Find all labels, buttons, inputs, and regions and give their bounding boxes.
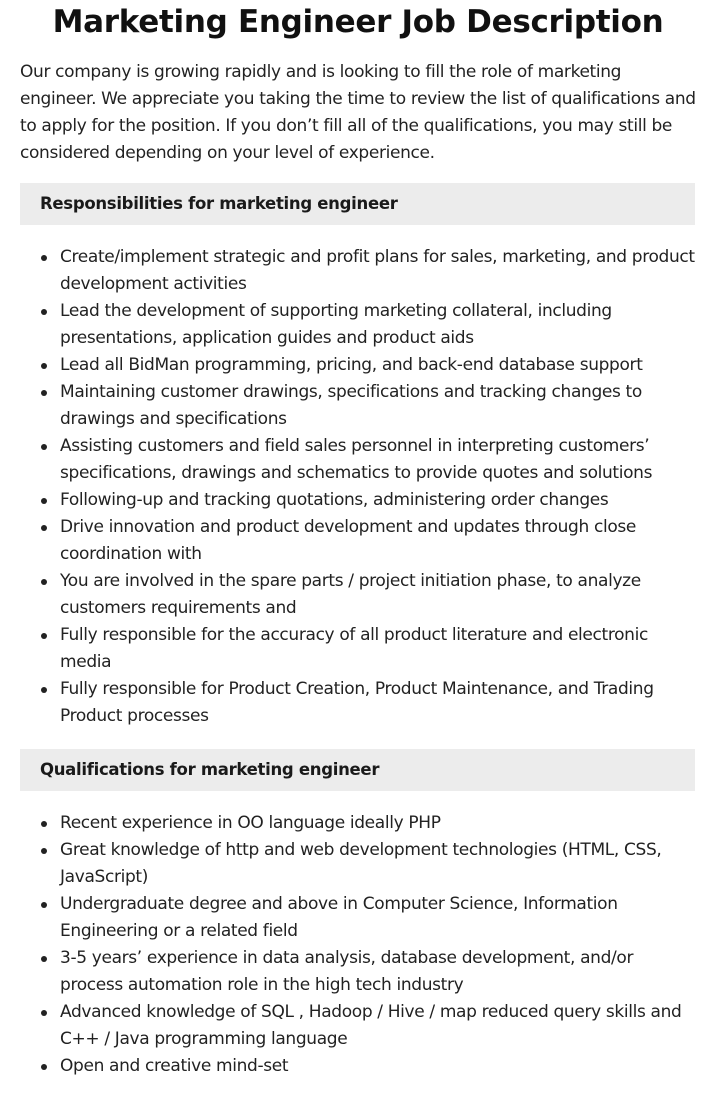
bullet-icon	[41, 363, 47, 369]
list-item	[60, 837, 700, 891]
bullet-icon	[41, 821, 47, 827]
responsibilities-list	[20, 244, 700, 730]
list-item	[60, 1053, 700, 1080]
bullet-icon	[41, 633, 47, 639]
bullet-icon	[41, 1010, 47, 1016]
list-item-text: Fully responsible for Product Creation, Product Maintenance, and Trading Product processes	[60, 679, 654, 726]
list-item-text: Create/implement strategic and profit plans for sales, marketing, and product development activities	[60, 247, 695, 294]
list-item	[60, 514, 700, 568]
list-item	[60, 568, 700, 622]
bullet-icon	[41, 498, 47, 504]
list-item-text: Advanced knowledge of SQL , Hadoop / Hive / map reduced query skills and C++ / Java programming language	[60, 1002, 682, 1049]
responsibilities-heading: Responsibilities for marketing engineer	[20, 183, 695, 225]
list-item-text: Recent experience in OO language ideally PHP	[60, 813, 441, 833]
bullet-icon	[41, 525, 47, 531]
list-item-text: Fully responsible for the accuracy of all product literature and electronic media	[60, 625, 648, 672]
list-item-text: Lead all BidMan programming, pricing, and back-end database support	[60, 355, 643, 375]
list-item	[60, 999, 700, 1053]
list-item	[60, 622, 700, 676]
list-item-text: Maintaining customer drawings, specifications and tracking changes to drawings and specifications	[60, 382, 642, 429]
bullet-icon	[41, 687, 47, 693]
bullet-icon	[41, 390, 47, 396]
bullet-icon	[41, 309, 47, 315]
bullet-icon	[41, 848, 47, 854]
list-item	[60, 433, 700, 487]
list-item	[60, 244, 700, 298]
list-item	[60, 676, 700, 730]
bullet-icon	[41, 579, 47, 585]
list-item	[60, 379, 700, 433]
list-item	[60, 352, 700, 379]
list-item-text: Lead the development of supporting marketing collateral, including presentations, application guides and product aids	[60, 301, 612, 348]
list-item	[60, 298, 700, 352]
list-item-text: Following-up and tracking quotations, administering order changes	[60, 490, 609, 510]
list-item	[60, 945, 700, 999]
list-item	[60, 891, 700, 945]
bullet-icon	[41, 444, 47, 450]
bullet-icon	[41, 956, 47, 962]
list-item-text: Assisting customers and field sales personnel in interpreting customers’ specifications, drawings and schematics to provide quotes and solutions	[60, 436, 653, 483]
list-item-text: Drive innovation and product development and updates through close coordination with	[60, 517, 637, 564]
bullet-icon	[41, 255, 47, 261]
qualifications-heading: Qualifications for marketing engineer	[20, 749, 695, 791]
list-item-text: Undergraduate degree and above in Computer Science, Information Engineering or a related field	[60, 894, 618, 941]
bullet-icon	[41, 1064, 47, 1070]
list-item-text: 3-5 years’ experience in data analysis, database development, and/or process automation role in the high tech industry	[60, 948, 634, 995]
list-item-text: Great knowledge of http and web development technologies (HTML, CSS, JavaScript)	[60, 840, 662, 887]
list-item	[60, 487, 700, 514]
intro-paragraph: Our company is growing rapidly and is looking to fill the role of marketing engineer. We appreciate you taking the time to review the list of qualifications and to apply for the position. If you don’t fill all of the qualifications, you may still be considered depending on your level of experience.	[20, 62, 696, 163]
bullet-icon	[41, 902, 47, 908]
list-item	[60, 810, 700, 837]
page-title: Marketing Engineer Job Description	[52, 4, 664, 40]
list-item-text: You are involved in the spare parts / project initiation phase, to analyze customers requirements and	[60, 571, 641, 618]
list-item-text: Open and creative mind-set	[60, 1056, 289, 1076]
qualifications-list	[20, 810, 700, 1080]
